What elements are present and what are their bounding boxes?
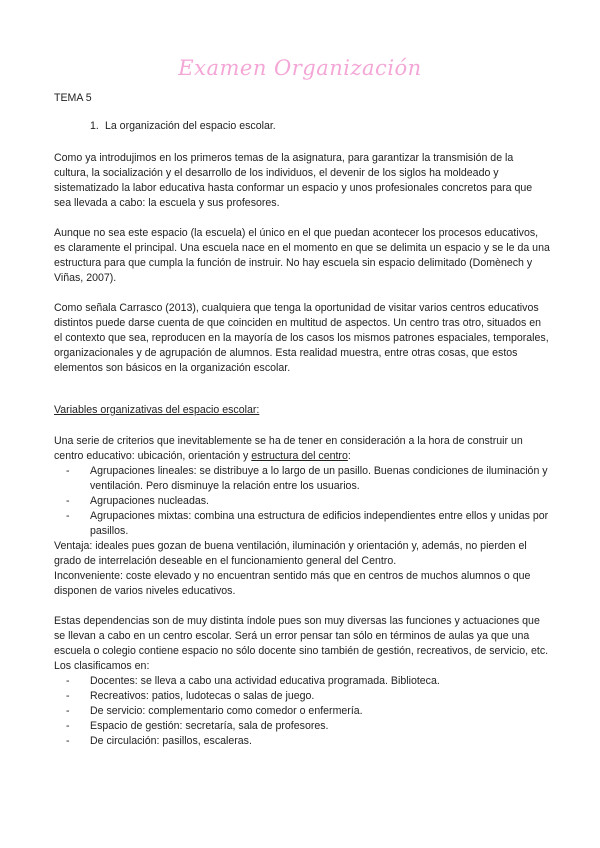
- document-body: [54, 91, 550, 749]
- dependencias-list: [54, 674, 550, 749]
- agrupaciones-list: [54, 464, 550, 539]
- paragraph-1: Como ya introdujimos en los primeros temas de la asignatura, para garantizar la transmisión de la cultura, la socialización y el desarrollo de los individuos, el devenir de los siglos ha moldeado y sistematizado la labor educativa hasta conformar un espacio y unos profesionales concretos para que sea llevada a cabo: la escuela y sus profesores.: [54, 152, 533, 209]
- section-number: 1.: [90, 120, 99, 132]
- dependencias-intro: Estas dependencias son de muy distinta índole pues son muy diversas las funciones y actuaciones que se llevan a cabo en un centro escolar. Será un error pensar tan sólo en términos de aulas ya que una escuela o colegio contiene espacio no sólo docente sino también de gestión, recreativos, de servicio, etc. Los clasificamos en:: [54, 615, 549, 672]
- variables-intro: [54, 434, 550, 464]
- paragraph-3: Como señala Carrasco (2013), cualquiera que tenga la oportunidad de visitar varios centros educativos distintos puede darse cuenta de que coinciden en multitud de aspectos. Un centro tras otro, situados en el contexto que sea, reproducen en la mayoría de los casos los mismos patrones espaciales, temporales, organizacionales y de agrupación de alumnos. Esta realidad muestra, entre otras cosas, que estos elementos son básicos en la organización escolar.: [54, 302, 549, 374]
- list-item: - Agrupaciones mixtas: combina una estructura de edificios independientes entre ellos y unidas por pasillos.: [54, 509, 550, 539]
- section-heading: [54, 119, 550, 134]
- list-item: - Recreativos: patios, ludotecas o salas de juego.: [54, 689, 550, 704]
- ventaja-text: Ventaja: ideales pues gozan de buena ventilación, iluminación y orientación y, además, no pierden el grado de interrelación deseable en el funcionamiento general del Centro.: [54, 540, 527, 567]
- paragraph-2: Aunque no sea este espacio (la escuela) el único en el que puedan acontecer los procesos educativos, es claramente el principal. Una escuela nace en el momento en que se delimita un espacio y se le da una estructura para que cumpla la función de instruir. No hay escuela sin espacio delimitado (Domènech y Viñas, 2007).: [54, 227, 550, 284]
- list-item: - Agrupaciones nucleadas.: [54, 494, 550, 509]
- estructura-underlined: estructura del centro: [251, 450, 348, 462]
- list-item: - De servicio: complementario como comedor o enfermería.: [54, 704, 550, 719]
- variables-intro-suffix: :: [347, 450, 351, 462]
- list-item: - Agrupaciones lineales: se distribuye a lo largo de un pasillo. Buenas condiciones de iluminación y ventilación. Pero disminuye la relación entre los usuarios.: [54, 464, 550, 494]
- inconveniente-text: Inconveniente: coste elevado y no encuentran sentido más que en centros de muchos alumnos o que disponen de varios niveles educativos.: [54, 570, 531, 597]
- list-item: - Docentes: se lleva a cabo una actividad educativa programada. Biblioteca.: [54, 674, 550, 689]
- tema-label: TEMA 5: [54, 92, 92, 104]
- variables-heading: Variables organizativas del espacio escolar:: [54, 404, 260, 416]
- list-item: - De circulación: pasillos, escaleras.: [54, 734, 550, 749]
- document-title: Examen Organización: [178, 56, 422, 80]
- variables-intro-text: Una serie de criterios que inevitablemente se ha de tener en consideración a la hora de construir un centro educativo: ubicación, orientación y: [54, 435, 523, 462]
- list-item: - Espacio de gestión: secretaría, sala de profesores.: [54, 719, 550, 734]
- section-title: La organización del espacio escolar.: [104, 120, 276, 132]
